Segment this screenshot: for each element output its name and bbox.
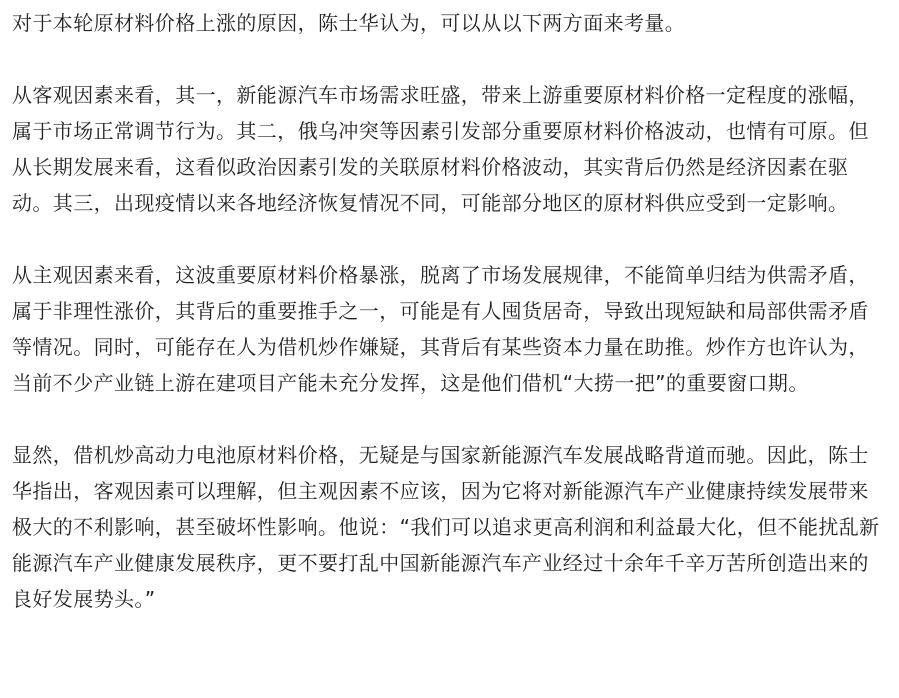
paragraph-subjective-factors: 从主观因素来看，这波重要原材料价格暴涨，脱离了市场发展规律，不能简单归结为供需矛盾，属于非理性涨价，其背后的重要推手之一，可能是有人囤货居奇，导致出现短缺和局部供需矛盾等情况。同时，可能存在人为借机炒作嫌疑，其背后有某些资本力量在助推。炒作方也许认为，当前不少产业链上游在建项目产能未充分发挥，这是他们借机“大捞一把”的重要窗口期。	[12, 263, 869, 395]
paragraph-conclusion: 显然，借机炒高动力电池原材料价格，无疑是与国家新能源汽车发展战略背道而驰。因此，陈士华指出，客观因素可以理解，但主观因素不应该，因为它将对新能源汽车产业健康持续发展带来极大的不利影响，甚至破坏性影响。他说：“我们可以追求更高利润和利益最大化，但不能扰乱新能源汽车产业健康发展秩序，更不要打乱中国新能源汽车产业经过十余年千辛万苦所创造出来的良好发展势头。”	[12, 443, 880, 611]
paragraph-intro: 对于本轮原材料价格上涨的原因，陈士华认为，可以从以下两方面来考量。	[12, 11, 686, 35]
paragraph-objective-factors: 从客观因素来看，其一，新能源汽车市场需求旺盛，带来上游重要原材料价格一定程度的涨幅，属于市场正常调节行为。其二，俄乌冲突等因素引发部分重要原材料价格波动，也情有可原。但从长期发展来看，这看似政治因素引发的关联原材料价格波动，其实背后仍然是经济因素在驱动。其三，出现疫情以来各地经济恢复情况不同，可能部分地区的原材料供应受到一定影响。	[12, 83, 869, 215]
article-body	[12, 0, 888, 617]
